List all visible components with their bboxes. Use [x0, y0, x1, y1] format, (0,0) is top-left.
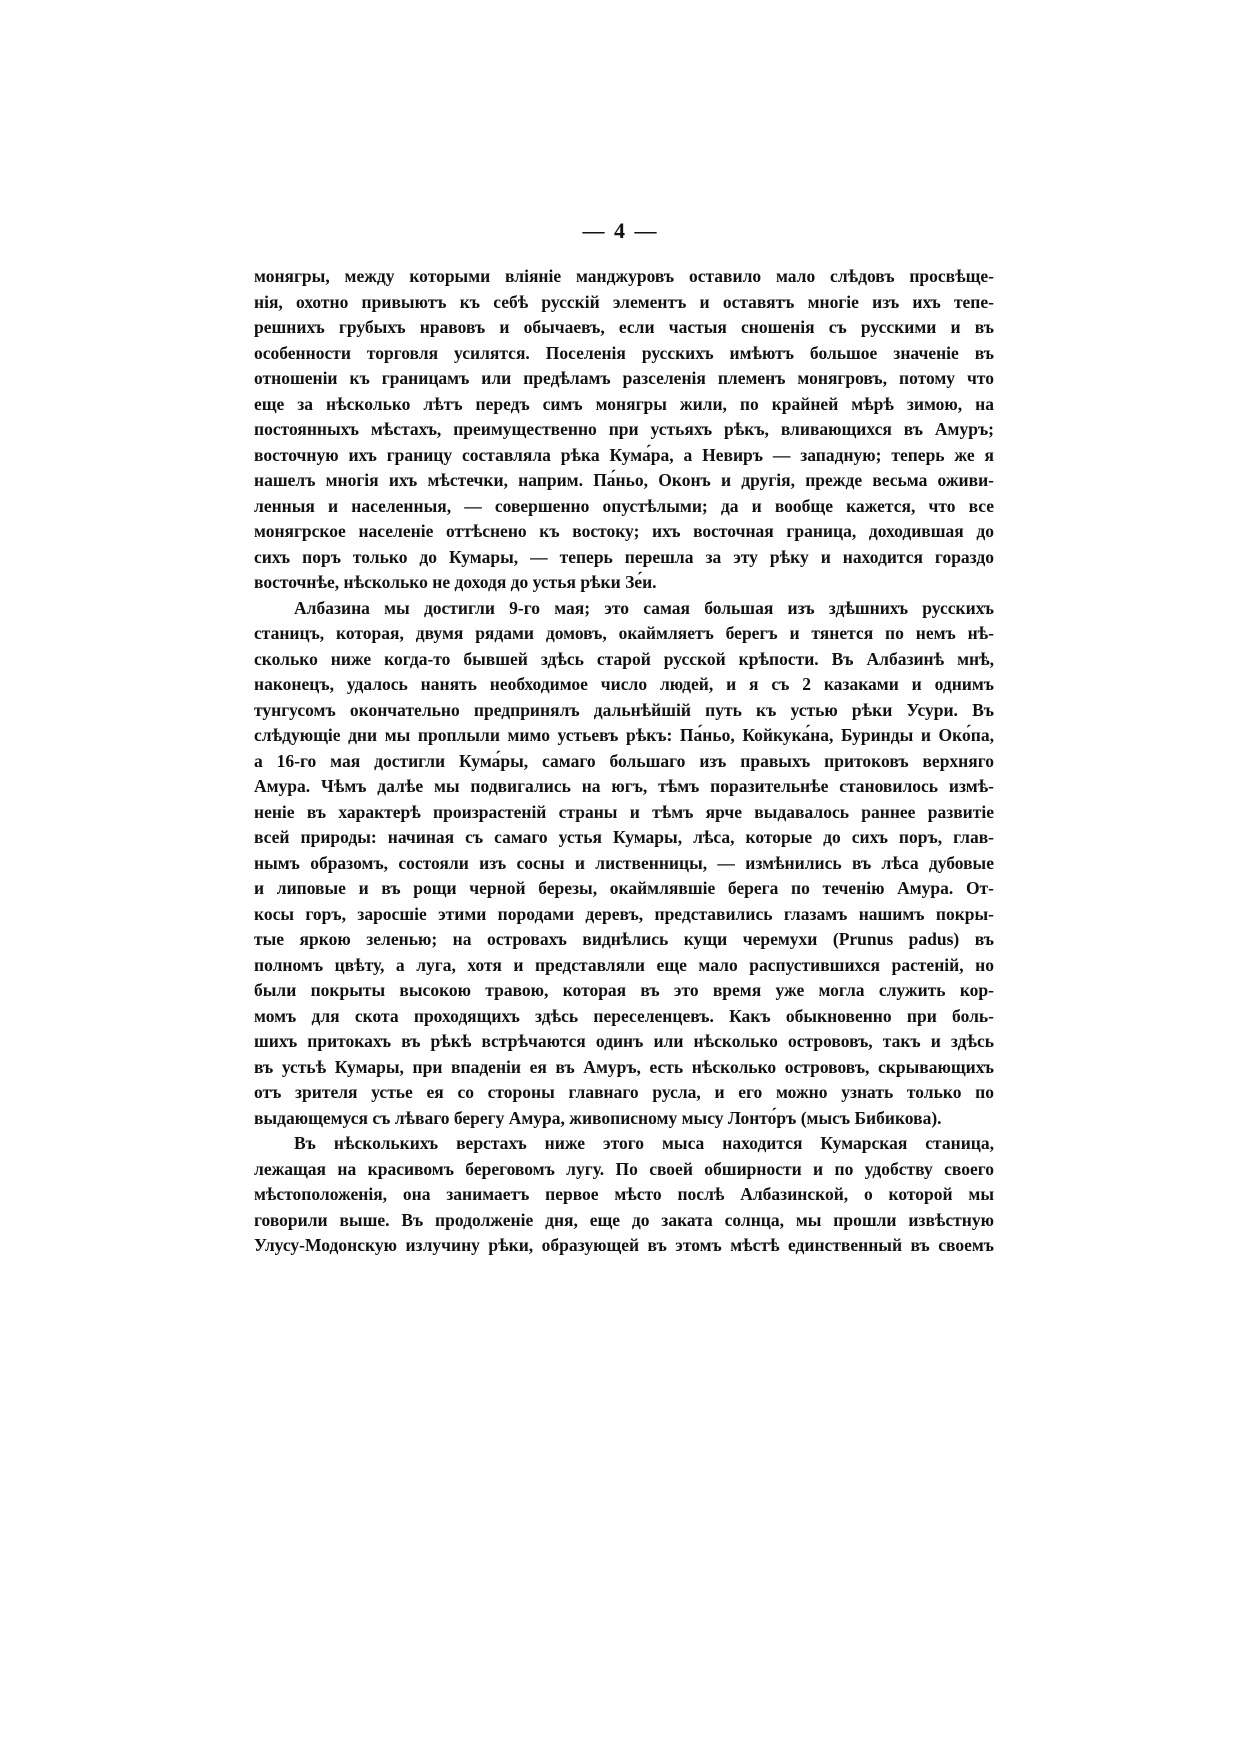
text-line: отношеніи къ границамъ или предѣламъ разселенія племенъ монягровъ, потому что [254, 368, 994, 388]
text-line: были покрыты высокою травою, которая въ это время уже могла служить кор- [254, 980, 994, 1000]
page-number: — 4 — [582, 218, 659, 243]
text-line: Амура. Чѣмъ далѣе мы подвигались на югъ, тѣмъ поразительнѣе становилось измѣ- [254, 776, 994, 796]
text-line: и липовые и въ рощи черной березы, окаймлявшіе берега по теченію Амура. От- [254, 878, 994, 898]
text-line: неніе въ характерѣ произрастеній страны и тѣмъ ярче выдавалось раннее развитіе [254, 801, 994, 822]
text-line: Албазина мы достигли 9-го мая; это самая большая изъ здѣшнихъ русскихъ [294, 597, 994, 618]
text-line: станицъ, которая, двумя рядами домовъ, окаймляетъ берегъ и тянется по немъ нѣ- [254, 623, 994, 643]
text-line: Улусу-Модонскую излучину рѣки, образующей въ этомъ мѣстѣ единственный въ своемъ [254, 1235, 994, 1255]
text-line: нымъ образомъ, состояли изъ сосны и лиственницы, — измѣнились въ лѣса дубовые [254, 852, 994, 873]
text-line: слѣдующіе дни мы проплыли мимо устьевъ рѣкъ: Па́ньо, Койкука́на, Буринды и Око́па, [254, 725, 994, 745]
text-line: выдающемуся съ лѣваго берегу Амура, живописному мысу Лонто́ръ (мысъ Бибикова). [254, 1107, 942, 1128]
text-line: особенности торговля усилятся. Поселенія русскихъ имѣютъ большое значеніе въ [254, 342, 994, 363]
text-line: сколько ниже когда-то бывшей здѣсь старой русской крѣпости. Въ Албазинѣ мнѣ, [254, 648, 994, 669]
text-line: а 16-го мая достигли Кума́ры, самаго большаго изъ правыхъ притоковъ верхняго [254, 750, 994, 771]
text-line: монягрское населеніе оттѣснено къ востоку; ихъ восточная граница, доходившая до [254, 521, 994, 541]
text-line: момъ для скота проходящихъ здѣсь переселенцевъ. Какъ обыкновенно при боль- [254, 1005, 994, 1026]
text-line: постоянныхъ мѣстахъ, преимущественно при устьяхъ рѣкъ, вливающихся въ Амуръ; [254, 419, 994, 439]
text-line: Въ нѣсколькихъ верстахъ ниже этого мыса находится Кумарская станица, [294, 1133, 994, 1153]
text-line: решнихъ грубыхъ нравовъ и обычаевъ, если частыя сношенія съ русскими и въ [254, 317, 994, 337]
text-line: въ устьѣ Кумары, при впаденіи ея въ Амуръ, есть нѣсколько острововъ, скрывающихъ [254, 1056, 994, 1077]
text-line: всей природы: начиная съ самаго устья Кумары, лѣса, которые до сихъ поръ, глав- [254, 827, 994, 847]
text-line: мѣстоположенія, она занимаетъ первое мѣсто послѣ Албазинской, о которой мы [254, 1184, 994, 1204]
text-line: наконецъ, удалось нанять необходимое число людей, и я съ 2 казаками и однимъ [254, 674, 994, 694]
text-line: монягры, между которыми вліяніе манджуровъ оставило мало слѣдовъ просвѣще- [254, 266, 994, 286]
text-line: лежащая на красивомъ береговомъ лугу. По своей обширности и по удобству своего [254, 1158, 994, 1179]
text-line: восточную ихъ границу составляла рѣка Кума́ра, а Невиръ — западную; теперь же я [254, 444, 994, 465]
text-line: восточнѣе, нѣсколько не доходя до устья рѣки Зе́и. [254, 572, 657, 592]
text-line: говорили выше. Въ продолженіе дня, еще до заката солнца, мы прошли извѣстную [254, 1209, 994, 1230]
body-text [254, 264, 994, 1259]
text-line: нашелъ многія ихъ мѣстечки, наприм. Па́ньо, Оконъ и другія, прежде весьма оживи- [254, 470, 994, 490]
text-line: тунгусомъ окончательно предпринялъ дальнѣйшій путь къ устью рѣки Усури. Въ [254, 699, 994, 720]
text-line: полномъ цвѣту, а луга, хотя и представляли еще мало распустившихся растеній, но [254, 954, 994, 975]
text-line: отъ зрителя устье ея со стороны главнаго русла, и его можно узнать только по [254, 1082, 994, 1102]
text-line: шихъ притокахъ въ рѣкѣ встрѣчаются одинъ или нѣсколько острововъ, такъ и здѣсь [254, 1031, 994, 1051]
text-line: сихъ поръ только до Кумары, — теперь перешла за эту рѣку и находится гораздо [254, 546, 994, 567]
text-line: еще за нѣсколько лѣтъ передъ симъ монягры жили, по крайней мѣрѣ зимою, на [254, 393, 994, 414]
text-line: косы горъ, заросшіе этими породами деревъ, представились глазамъ нашимъ покры- [254, 903, 994, 924]
text-line: тые яркою зеленью; на островахъ виднѣлись кущи черемухи (Prunus padus) въ [254, 929, 994, 949]
text-line: нія, охотно привыютъ къ себѣ русскій элементъ и оставятъ многіе изъ ихъ тепе- [254, 291, 994, 312]
text-line: ленныя и населенныя, — совершенно опустѣлыми; да и вообще кажется, что все [254, 495, 994, 516]
